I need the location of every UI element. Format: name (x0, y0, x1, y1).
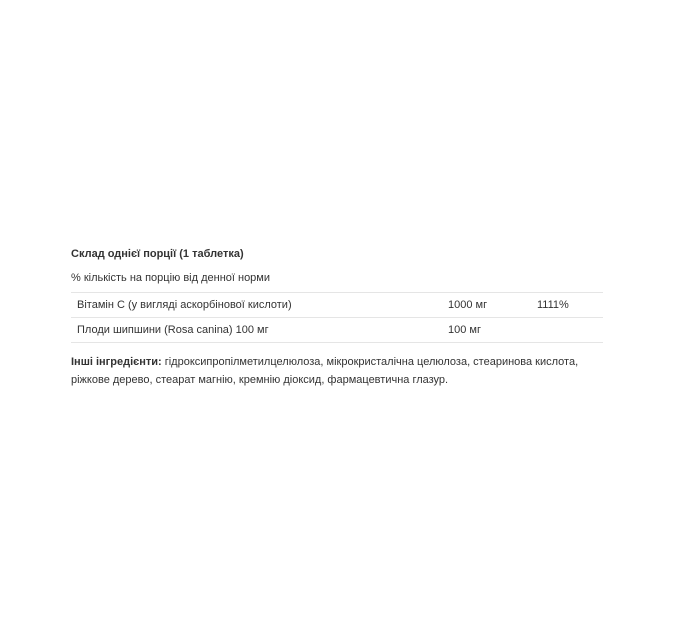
ingredient-daily-value: 1111% (537, 293, 603, 318)
ingredient-amount: 1000 мг (448, 293, 537, 318)
table-row (71, 293, 603, 318)
facts-title: Склад однієї порції (1 таблетка) (71, 248, 244, 260)
facts-subtitle: % кількість на порцію від денної норми (71, 272, 271, 284)
other-ingredients-text: гідроксипропілметилцелюлоза, мікрокристалічна целюлоза, стеаринова кислота, ріжкове дерево, стеарат магнію, кремнію діоксид, фармацевтична глазур. (71, 356, 579, 386)
ingredient-daily-value (537, 318, 603, 343)
other-ingredients-label: Інші інгредієнти: (71, 356, 162, 368)
ingredient-amount: 100 мг (448, 318, 537, 343)
ingredient-name: Вітамін С (у вигляді аскорбінової кислоти) (71, 293, 448, 318)
ingredient-name: Плоди шипшини (Rosa canina) 100 мг (71, 318, 448, 343)
table-row (71, 318, 603, 343)
other-ingredients (71, 353, 603, 389)
supplement-facts (71, 246, 603, 389)
facts-table (71, 292, 603, 343)
